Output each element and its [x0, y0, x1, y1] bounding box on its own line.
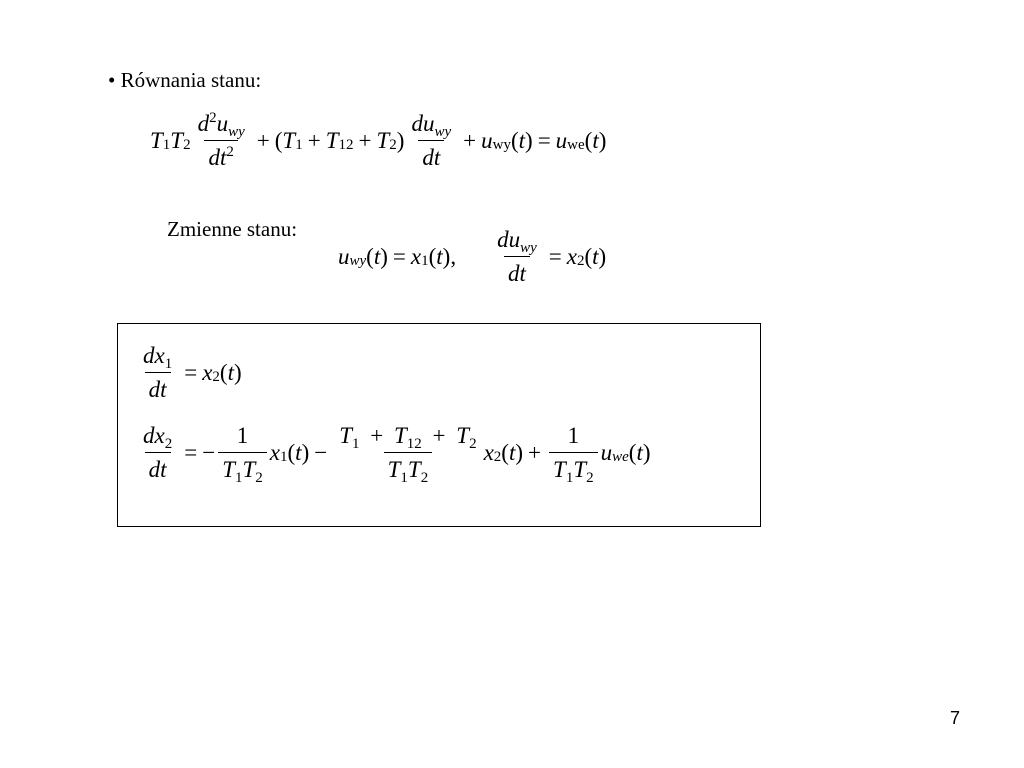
state-equation-1: $\frac{dx_1}{dt}$ = x 2 ( t ): [143, 343, 242, 402]
differential-equation: T 1 T 2 $\frac{d^2u_{wy}}{dt^2}$ + ( T 1 + T 12 + T 2 ) $\frac{du_{wy}}{dt}$ + u wy ( t ) = u we ( t ): [150, 110, 607, 170]
bullet: •: [108, 68, 116, 92]
first-derivative-fraction: $\frac{du_{wy}}{dt}$: [411, 111, 452, 170]
state-equation-2: $\frac{dx_2}{dt}$ = − $\frac{1}{T_1T_2}$ x 1 ( t ) − $\frac{T_1 + T_{12} + T_2}{T_1T_2}$ x 2 ( t ) + $\frac{1}{T_1T_2}$ u we ( t ): [143, 423, 651, 486]
page-number: 7: [950, 708, 961, 728]
section-heading: [108, 68, 261, 93]
state-variables-label: Zmienne stanu:: [167, 217, 298, 241]
state-variable-definitions: u wy ( t ) = x 1 ( t ) , $\frac{du_{wy}}{dt}$ = x 2 ( t ): [338, 227, 607, 286]
second-derivative-fraction: $\frac{d^2u_{wy}}{dt^2}$: [197, 110, 245, 170]
heading-text: Równania stanu:: [120, 68, 262, 92]
state-derivative-fraction: $\frac{du_{wy}}{dt}$: [497, 227, 537, 286]
